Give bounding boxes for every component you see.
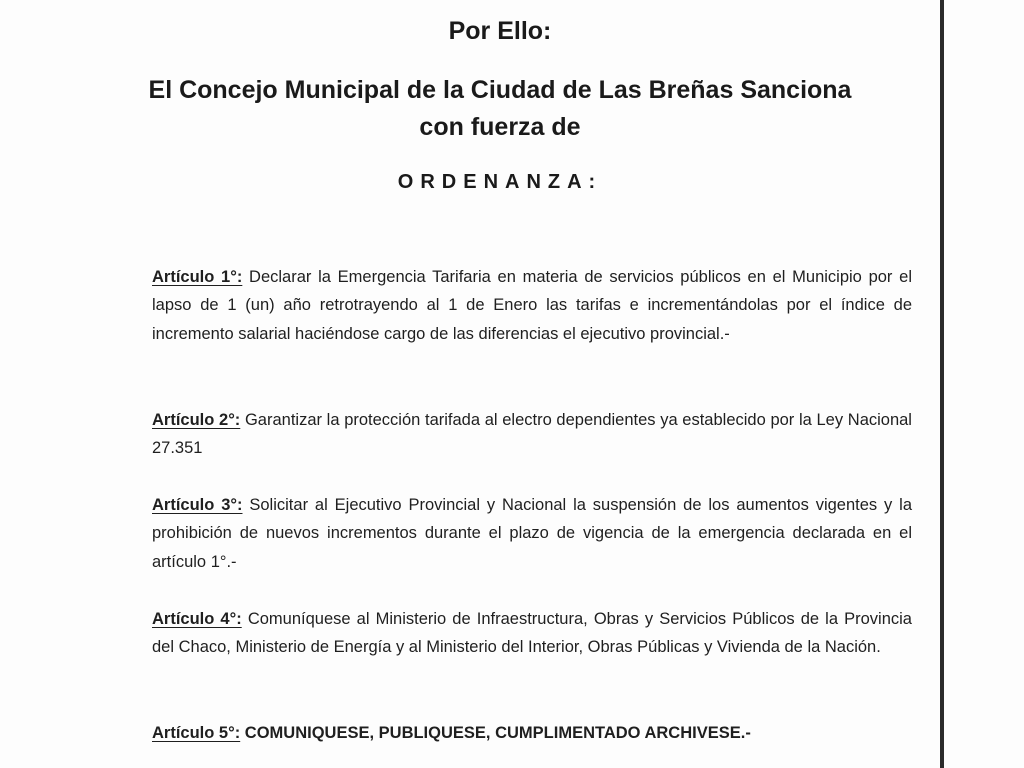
heading-por-ello: Por Ello:: [448, 17, 552, 45]
article-5-label: Artículo 5°:: [152, 723, 241, 742]
article-1-text: Declarar la Emergencia Tarifaria en materia de servicios públicos en el Municipio por el lapso de 1 (un) año retrotrayendo al 1 de Enero las tarifas e incrementándolas por el índice de incremento salarial haciéndose cargo de las diferencias el ejecutivo provincial.-: [152, 267, 912, 343]
article-2-label: Artículo 2°:: [152, 410, 241, 429]
article-4: [152, 605, 912, 662]
article-1: [152, 263, 912, 349]
article-4-text: Comuníquese al Ministerio de Infraestructura, Obras y Servicios Públicos de la Provincia del Chaco, Ministerio de Energía y al Ministerio del Interior, Obras Públicas y Vivienda de la Nación.: [152, 609, 912, 656]
article-4-label: Artículo 4°:: [152, 609, 242, 628]
article-1-label: Artículo 1°:: [152, 267, 243, 286]
article-5: [152, 719, 912, 748]
article-3-text: Solicitar al Ejecutivo Provincial y Nacional la suspensión de los aumentos vigentes y la prohibición de nuevos incrementos durante el plazo de vigencia de la emergencia declarada en el artículo 1°.-: [152, 495, 912, 571]
article-2-text: Garantizar la protección tarifada al electro dependientes ya establecido por la Ley Nacional 27.351: [152, 410, 912, 457]
article-3-label: Artículo 3°:: [152, 495, 243, 514]
article-5-text: COMUNIQUESE, PUBLIQUESE, CUMPLIMENTADO ARCHIVESE.-: [244, 723, 751, 742]
heading-concejo: [0, 72, 1000, 146]
heading-ordenanza: ORDENANZA:: [397, 171, 603, 193]
article-2: [152, 406, 912, 463]
article-3: [152, 491, 912, 577]
heading-concejo-line2: con fuerza de: [419, 113, 581, 141]
heading-concejo-line1: El Concejo Municipal de la Ciudad de Las Breñas Sanciona: [148, 76, 852, 104]
